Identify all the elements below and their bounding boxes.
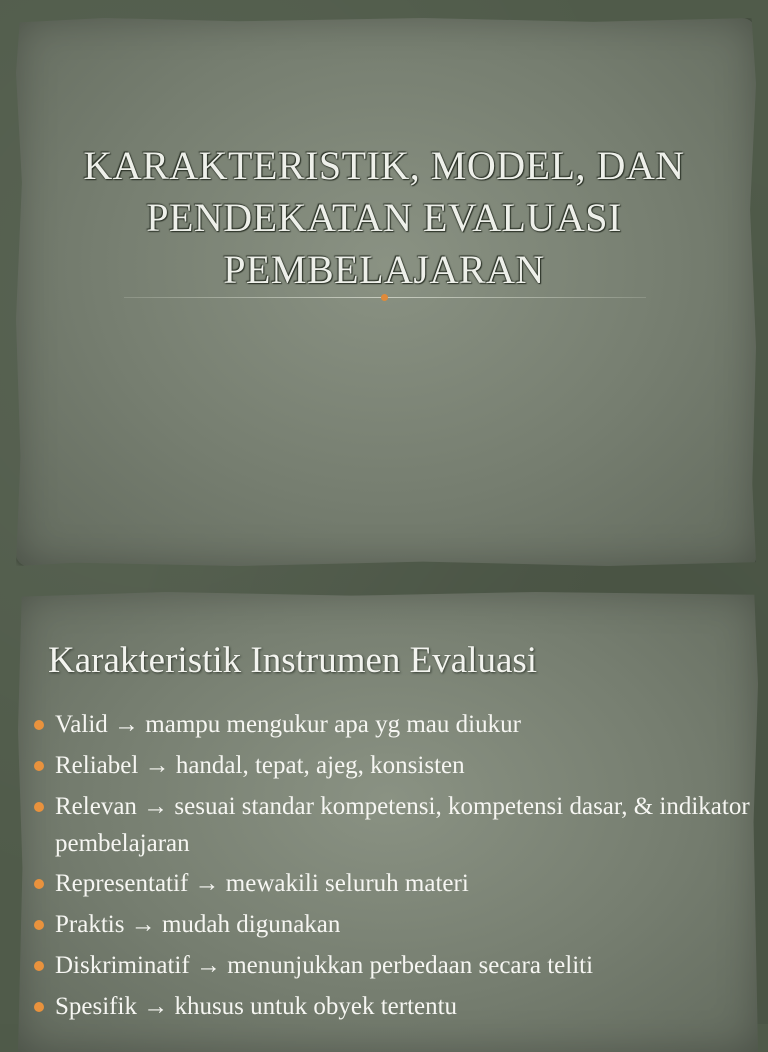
- bullet-list: [30, 706, 760, 1029]
- item-description: khusus untuk obyek tertentu: [174, 993, 458, 1020]
- bullet-dot-icon: [34, 1002, 44, 1012]
- arrow-icon: →: [144, 752, 170, 779]
- bullet-dot-icon: [34, 920, 44, 930]
- item-term: Relevan: [55, 793, 137, 820]
- item-term: Praktis: [55, 911, 125, 938]
- item-description: mewakili seluruh materi: [225, 870, 469, 897]
- item-description: mampu mengukur apa yg mau diukur: [145, 711, 521, 738]
- bullet-dot-icon: [34, 879, 44, 889]
- item-term: Reliabel: [55, 752, 139, 779]
- list-item: [30, 988, 760, 1026]
- item-term: Valid: [55, 711, 108, 738]
- title-line-2: PENDEKATAN EVALUASI: [146, 195, 622, 240]
- item-term: Representatif: [55, 870, 189, 897]
- list-item: [30, 947, 760, 985]
- list-item: [30, 706, 760, 744]
- slide-heading: Karakteristik Instrumen Evaluasi: [48, 640, 538, 681]
- slide-title: [40, 140, 728, 296]
- arrow-icon: →: [143, 993, 169, 1020]
- title-line-1: KARAKTERISTIK, MODEL, DAN: [83, 143, 685, 188]
- list-item: [30, 788, 760, 862]
- arrow-icon: →: [114, 711, 140, 738]
- item-term: Diskriminatif: [55, 952, 190, 979]
- item-description: sesuai standar kompetensi, kompetensi dasar, & indikator pembelajaran: [55, 793, 750, 857]
- bullet-dot-icon: [34, 961, 44, 971]
- bullet-dot-icon: [34, 761, 44, 771]
- arrow-icon: →: [195, 952, 221, 979]
- item-description: handal, tepat, ajeg, konsisten: [175, 752, 465, 779]
- arrow-icon: →: [143, 793, 169, 820]
- item-description: mudah digunakan: [161, 911, 341, 938]
- item-term: Spesifik: [55, 993, 137, 1020]
- arrow-icon: →: [130, 911, 156, 938]
- bullet-dot-icon: [34, 720, 44, 730]
- arrow-icon: →: [194, 870, 220, 897]
- bullet-dot-icon: [34, 802, 44, 812]
- list-item: [30, 747, 760, 785]
- item-description: menunjukkan perbedaan secara teliti: [227, 952, 594, 979]
- title-line-3: PEMBELAJARAN: [223, 247, 545, 292]
- list-item: [30, 865, 760, 903]
- list-item: [30, 906, 760, 944]
- divider-dot-icon: [381, 294, 388, 301]
